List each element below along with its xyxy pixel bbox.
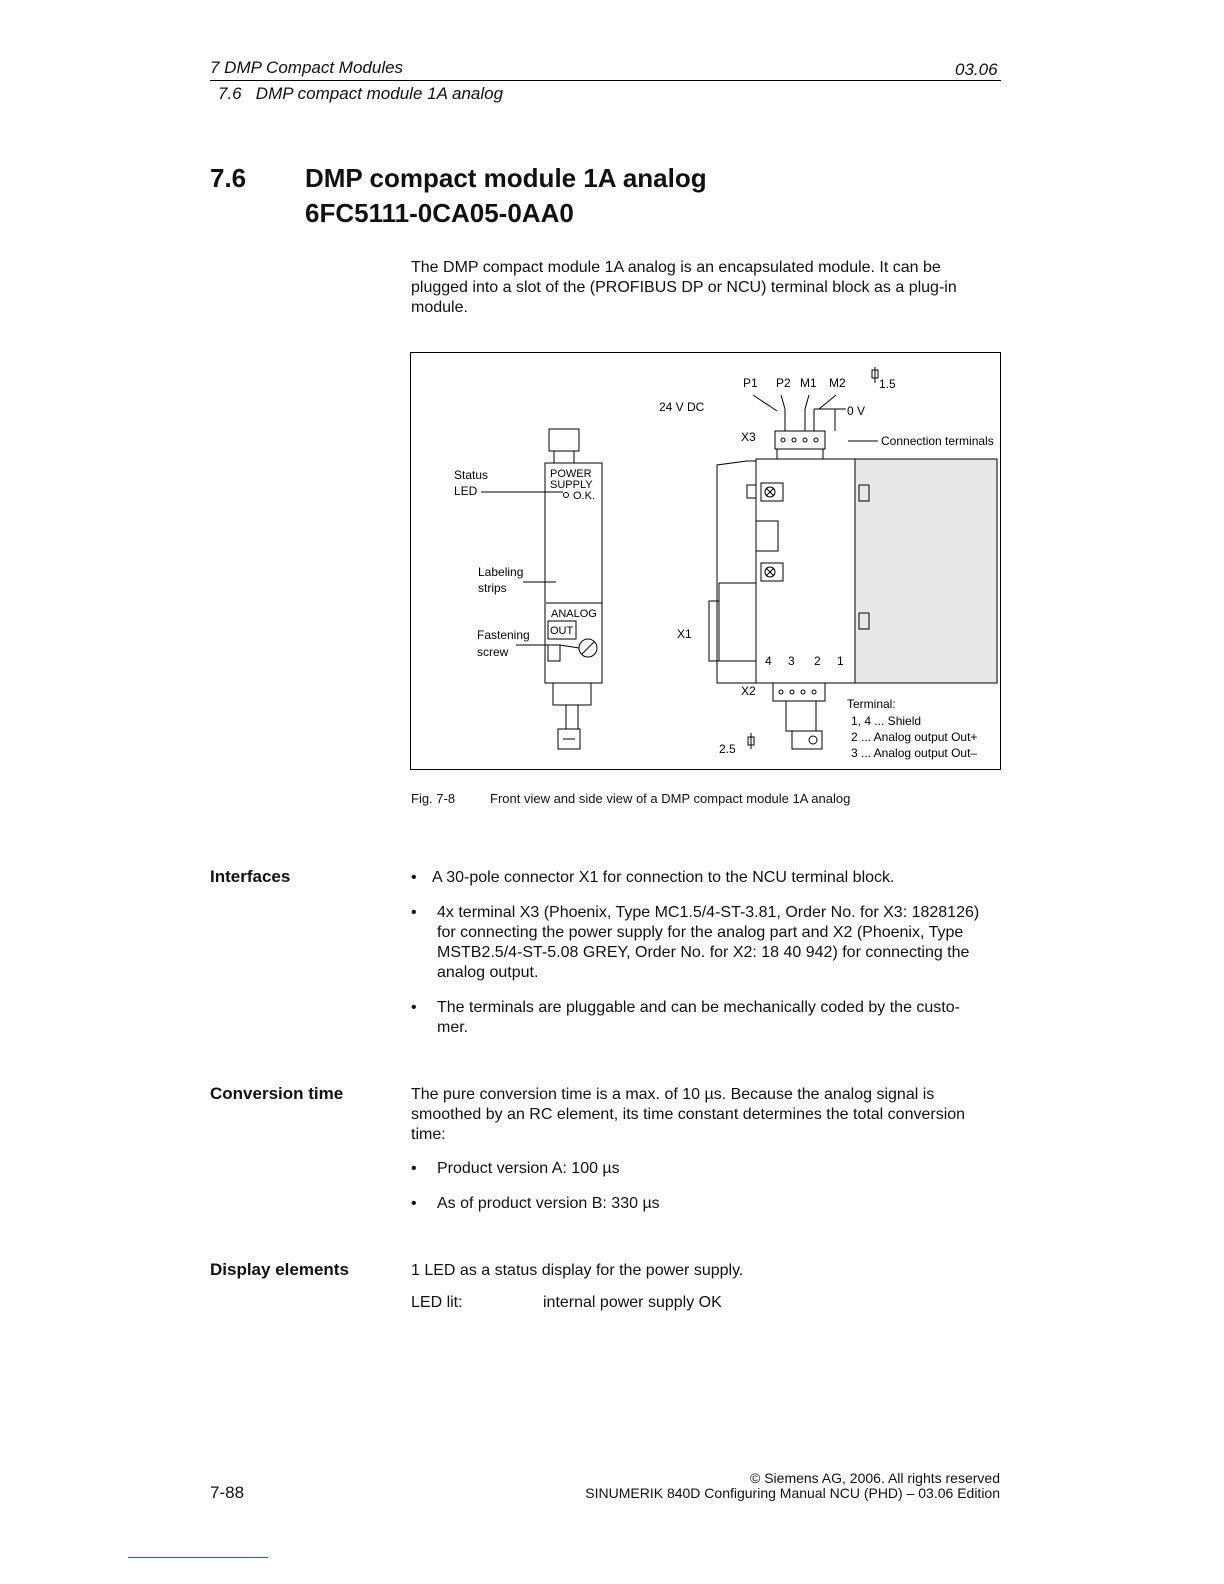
module-diagram [411, 353, 1000, 769]
svg-text:0 V: 0 V [847, 404, 866, 418]
svg-text:X1: X1 [677, 627, 692, 641]
svg-text:M1: M1 [800, 376, 817, 390]
header-chapter: 7 DMP Compact Modules [210, 58, 404, 77]
svg-text:3: 3 [788, 654, 795, 668]
svg-text:Labeling: Labeling [478, 565, 524, 579]
svg-text:Fastening: Fastening [477, 628, 530, 642]
svg-text:LED: LED [454, 484, 478, 498]
svg-text:X2: X2 [741, 684, 756, 698]
svg-text:M2: M2 [829, 376, 846, 390]
svg-text:P1: P1 [743, 376, 758, 390]
led-value: internal power supply OK [543, 1294, 722, 1311]
svg-text:ANALOG: ANALOG [551, 608, 597, 620]
svg-text:24 V DC: 24 V DC [659, 400, 705, 414]
svg-text:Status: Status [454, 468, 489, 482]
header-date: 03.06 [955, 60, 998, 79]
page-number: 7-88 [210, 1483, 245, 1502]
section-number: 7.6 [210, 163, 247, 193]
svg-text:1.5: 1.5 [879, 377, 896, 391]
svg-text:2: 2 [814, 654, 821, 668]
svg-text:OUT: OUT [550, 625, 574, 637]
led-label: LED lit: [411, 1294, 463, 1311]
list-item: • As of product version B: 330 µs [411, 1195, 660, 1212]
list-item: • The terminals are pluggable and can be mechanically coded by the custo- mer. [411, 999, 960, 1036]
section-title: DMP compact module 1A analog [305, 163, 707, 193]
svg-text:POWER: POWER [550, 468, 592, 480]
svg-text:4: 4 [765, 654, 772, 668]
svg-text:1, 4 ... Shield: 1, 4 ... Shield [851, 714, 922, 728]
figure-caption-number: Fig. 7-8 [411, 791, 456, 806]
conversion-heading: Conversion time [210, 1084, 344, 1103]
svg-text:P2: P2 [776, 376, 791, 390]
svg-text:Connection terminals: Connection terminals [881, 434, 994, 448]
list-item: • Product version A: 100 µs [411, 1160, 620, 1177]
intro-paragraph: The DMP compact module 1A analog is an encapsulated module. It can be plugged into a slot of the (PROFIBUS DP or NCU) terminal block as a plug-in module. [411, 259, 957, 316]
display-heading: Display elements [210, 1260, 349, 1279]
svg-text:screw: screw [477, 645, 509, 659]
header-rule [210, 80, 1001, 81]
footer-copyright: © Siemens AG, 2006. All rights reserved [750, 1470, 1000, 1486]
svg-text:SUPPLY: SUPPLY [550, 479, 593, 491]
header-section: 7.6 DMP compact module 1A analog [218, 84, 504, 103]
display-paragraph: 1 LED as a status display for the power supply. [411, 1262, 744, 1279]
svg-text:O.K.: O.K. [573, 490, 596, 502]
list-item: • A 30-pole connector X1 for connection to the NCU terminal block. [411, 869, 895, 886]
interfaces-heading: Interfaces [210, 867, 291, 886]
svg-text:1: 1 [837, 654, 844, 668]
conversion-paragraph: The pure conversion time is a max. of 10 µs. Because the analog signal is smoothed by an RC element, its time constant determines the total conversion time: [411, 1086, 966, 1143]
svg-text:Terminal:: Terminal: [847, 697, 896, 711]
list-item: • 4x terminal X3 (Phoenix, Type MC1.5/4-ST-3.81, Order No. for X3: 1828126) for connecting the power supply for the analog part and X2 (Phoenix, Type MSTB2.5/4-ST-5.08 GREY, Order No. for X2: 18 40 942) for connecting the analog output. [411, 904, 980, 981]
part-number: 6FC5111-0CA05-0AA0 [305, 198, 574, 228]
svg-text:3 ... Analog output Out–: 3 ... Analog output Out– [851, 746, 978, 760]
svg-text:X3: X3 [741, 430, 756, 444]
svg-text:strips: strips [478, 581, 507, 595]
footer-manual: SINUMERIK 840D Configuring Manual NCU (PHD) – 03.06 Edition [585, 1485, 1000, 1501]
svg-text:2 ... Analog output Out+: 2 ... Analog output Out+ [851, 730, 978, 744]
footer-link-underline[interactable] [128, 1557, 268, 1558]
svg-text:2.5: 2.5 [719, 742, 736, 756]
figure-frame [410, 352, 1001, 770]
figure-caption-text: Front view and side view of a DMP compact module 1A analog [490, 791, 851, 806]
